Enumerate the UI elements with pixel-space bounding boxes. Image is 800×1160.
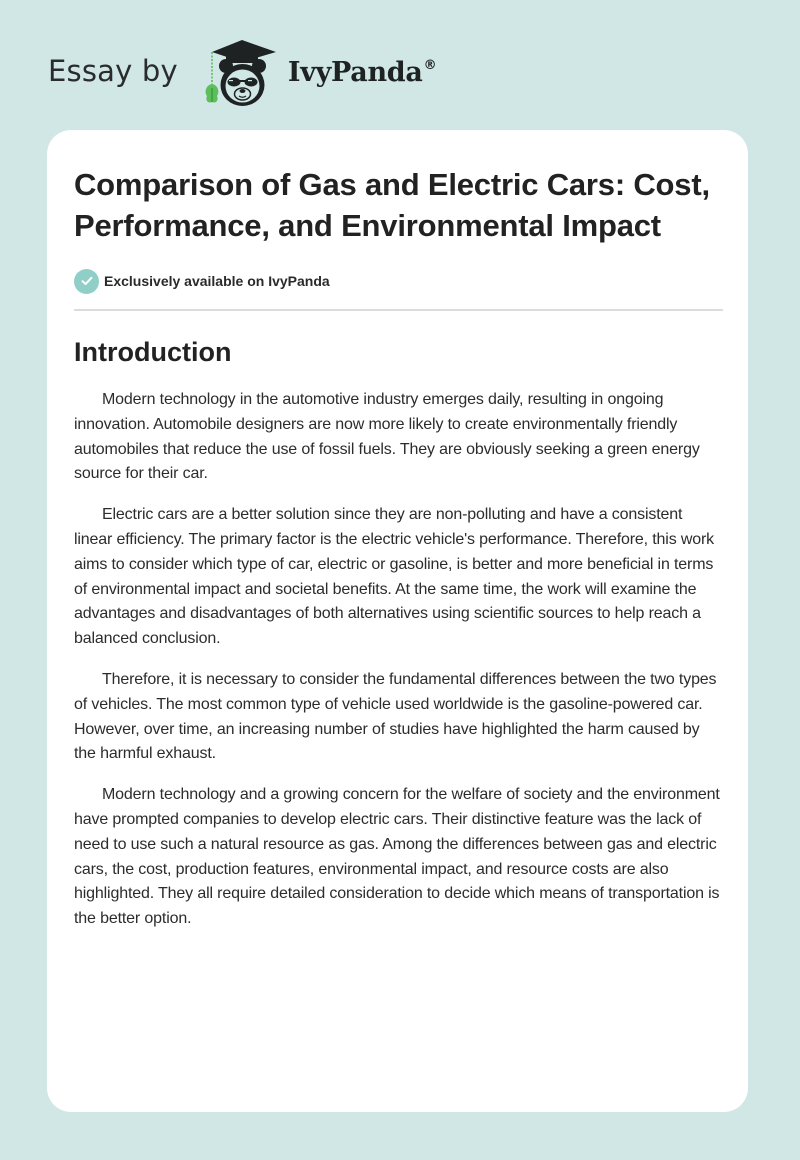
section-heading: Introduction — [74, 337, 232, 367]
essay-title: Comparison of Gas and Electric Cars: Cost, Performance, and Environmental Impact — [74, 167, 710, 243]
exclusive-text: Exclusively available on IvyPanda — [104, 273, 330, 289]
title-divider — [74, 309, 723, 311]
exclusive-badge — [74, 268, 722, 294]
registered-mark: ® — [423, 57, 437, 73]
essay-card — [47, 130, 748, 1112]
paragraph: Modern technology in the automotive industry emerges daily, resulting in ongoing innovation. Automobile designers are now more likely to create environmentally friendly automobiles that reduce the use of fossil fuels. They are obviously seeking a green energy source for their car. — [74, 391, 700, 483]
paragraph: Therefore, it is necessary to consider the fundamental differences between the two types of vehicles. The most common type of vehicle used worldwide is the gasoline-powered car. However, over time, an increasing number of studies have highlighted the harm caused by the harmful exhaust. — [74, 670, 717, 763]
section-body — [74, 388, 722, 932]
brand-text: IvyPanda — [287, 56, 423, 88]
check-circle-icon — [74, 269, 99, 294]
introduction-section — [74, 335, 722, 932]
panda-logo-icon[interactable] — [196, 38, 284, 112]
brand-name[interactable] — [288, 57, 436, 88]
paragraph: Modern technology and a growing concern for the welfare of society and the environment have prompted companies to develop electric cars. Their distinctive feature was the lack of need to use such a natural resource as gas. Among the differences between gas and electric cars, the cost, production features, environmental impact, and resource costs are also highlighted. They all require detailed consideration to decide which means of transportation is the better option. — [74, 786, 720, 928]
paragraph: Electric cars are a better solution since they are non-polluting and have a consistent linear efficiency. The primary factor is the electric vehicle's performance. Therefore, this work aims to consider which type of car, electric or gasoline, is better and more beneficial in terms of environmental impact and societal benefits. At the same time, the work will examine the advantages and disadvantages of both alternatives using scientific sources to help reach a balanced conclusion. — [74, 506, 715, 648]
essay-by-label: Essay by — [48, 54, 178, 88]
site-header — [48, 36, 436, 110]
